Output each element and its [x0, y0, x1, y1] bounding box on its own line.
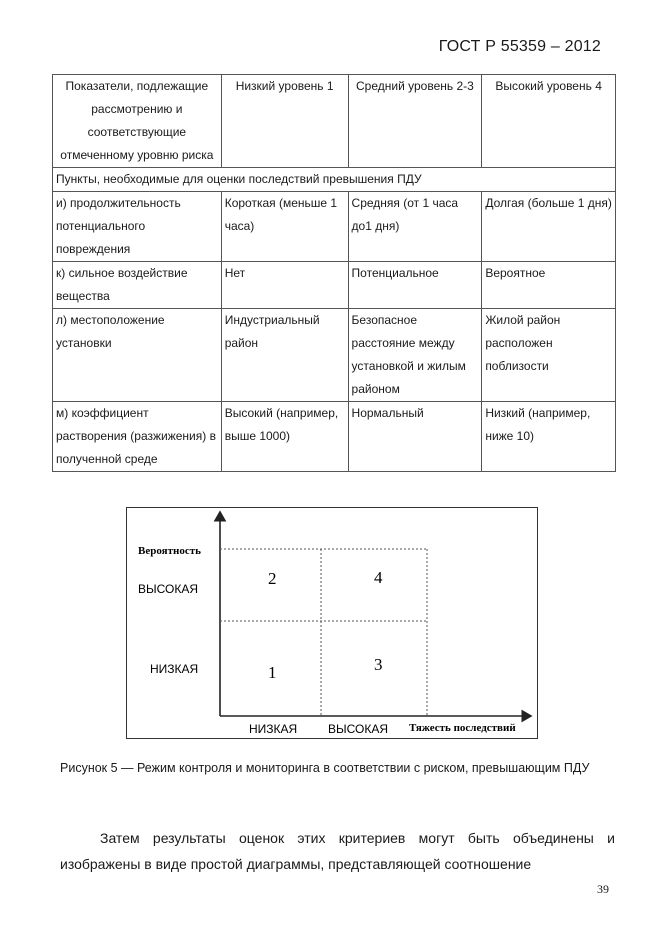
table-row — [53, 309, 616, 402]
table-cell: к) сильное воздействие вещества — [53, 262, 222, 309]
table-cell: Индустриальный район — [221, 309, 348, 402]
header-high-level: Высокий уровень 4 — [482, 75, 616, 168]
table-cell: Нет — [221, 262, 348, 309]
table-cell: Средняя (от 1 часа до1 дня) — [348, 192, 482, 262]
body-paragraph: Затем результаты оценок этих критериев могут быть объединены и изображены в виде простой диаграммы, представляющей соотношение — [60, 830, 615, 872]
table-row — [53, 262, 616, 309]
x-level-high: ВЫСОКАЯ — [328, 722, 389, 736]
table-cell: Нормальный — [348, 402, 482, 472]
header-medium-level: Средний уровень 2-3 — [348, 75, 482, 168]
x-axis-label: Тяжесть последствий — [409, 722, 516, 734]
table-cell: Потенциальное — [348, 262, 482, 309]
table-header-row — [53, 75, 616, 168]
section-title: Пункты, необходимые для оценки последствий превышения ПДУ — [53, 168, 616, 192]
cell-value: 1 — [268, 663, 277, 682]
table-row — [53, 402, 616, 472]
header-low-level: Низкий уровень 1 — [221, 75, 348, 168]
table-cell: Короткая (меньше 1 часа) — [221, 192, 348, 262]
cell-value: 4 — [374, 568, 383, 587]
criteria-table — [52, 74, 616, 472]
table-cell: Жилой район расположен поблизости — [482, 309, 616, 402]
table-cell: Вероятное — [482, 262, 616, 309]
table-cell: м) коэффициент растворения (разжижения) в полученной среде — [53, 402, 222, 472]
table-cell: Долгая (больше 1 дня) — [482, 192, 616, 262]
y-level-high: ВЫСОКАЯ — [138, 582, 199, 596]
table-section-row — [53, 168, 616, 192]
table-cell: и) продолжительность потенциального повреждения — [53, 192, 222, 262]
y-level-low: НИЗКАЯ — [150, 662, 199, 676]
figure-caption: Рисунок 5 — Режим контроля и мониторинга в соответствии с риском, превышающим ПДУ — [60, 761, 590, 775]
cell-value: 3 — [374, 655, 383, 674]
risk-matrix-diagram — [127, 508, 539, 740]
header-indicators: Показатели, подлежащие рассмотрению и соответствующие отмеченному уровню риска — [53, 75, 222, 168]
matrix-grid — [220, 549, 427, 716]
table-cell: Высокий (например, выше 1000) — [221, 402, 348, 472]
table-cell: Низкий (например, ниже 10) — [482, 402, 616, 472]
cell-value: 2 — [268, 569, 277, 588]
y-axis-label: Вероятность — [138, 545, 201, 557]
table-cell: л) местоположение установки — [53, 309, 222, 402]
risk-matrix-figure — [126, 507, 538, 739]
x-level-low: НИЗКАЯ — [249, 722, 298, 736]
table-row — [53, 192, 616, 262]
document-header: ГОСТ Р 55359 – 2012 — [438, 38, 601, 55]
page-number: 39 — [597, 882, 609, 896]
table-cell: Безопасное расстояние между установкой и жилым районом — [348, 309, 482, 402]
